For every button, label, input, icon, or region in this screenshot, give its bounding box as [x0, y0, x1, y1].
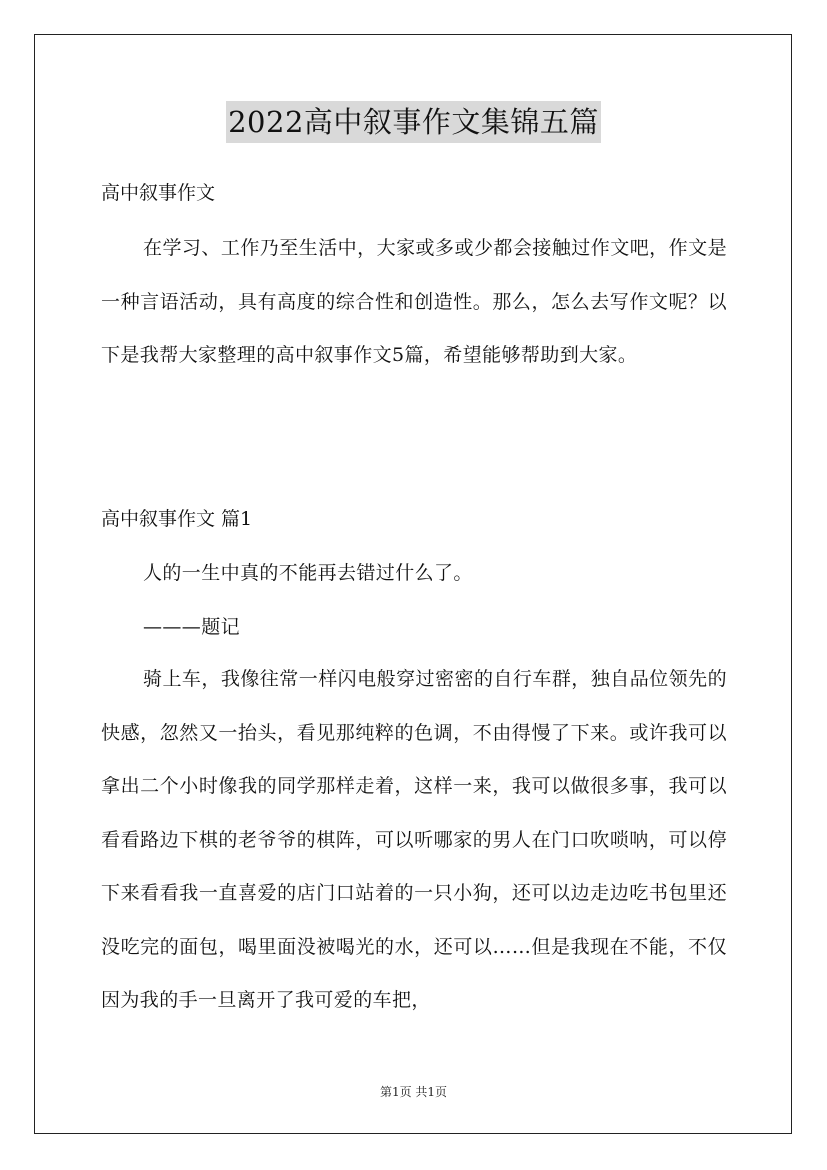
- page-footer: 第1页 共1页: [379, 1085, 448, 1099]
- epigraph-source: ———题记: [143, 616, 241, 638]
- section-heading: 高中叙事作文: [101, 182, 216, 204]
- epigraph: 人的一生中真的不能再去错过什么了。: [143, 562, 473, 584]
- essay-heading: 高中叙事作文 篇1: [101, 508, 253, 530]
- intro-paragraph: 在学习、工作乃至生活中，大家或多或少都会接触过作文吧，作文是一种言语活动，具有高度的综合性和创造性。那么，怎么去写作文呢？以下是我帮大家整理的高中叙事作文5篇，希望能够帮助到大家。: [101, 237, 727, 366]
- title-container: [0, 101, 827, 143]
- document-title: 2022高中叙事作文集锦五篇: [226, 101, 601, 143]
- essay-paragraph: 骑上车，我像往常一样闪电般穿过密密的自行车群，独自品位领先的快感，忽然又一抬头，看见那纯粹的色调，不由得慢了下来。或许我可以拿出二个小时像我的同学那样走着，这样一来，我可以做很多事，我可以看看路边下棋的老爷爷的棋阵，可以听哪家的男人在门口吹唢呐，可以停下来看看我一直喜爱的店门口站着的一只小狗，还可以边走边吃书包里还没吃完的面包，喝里面没被喝光的水，还可以……但是我现在不能，不仅因为我的手一旦离开了我可爱的车把，: [101, 668, 727, 1011]
